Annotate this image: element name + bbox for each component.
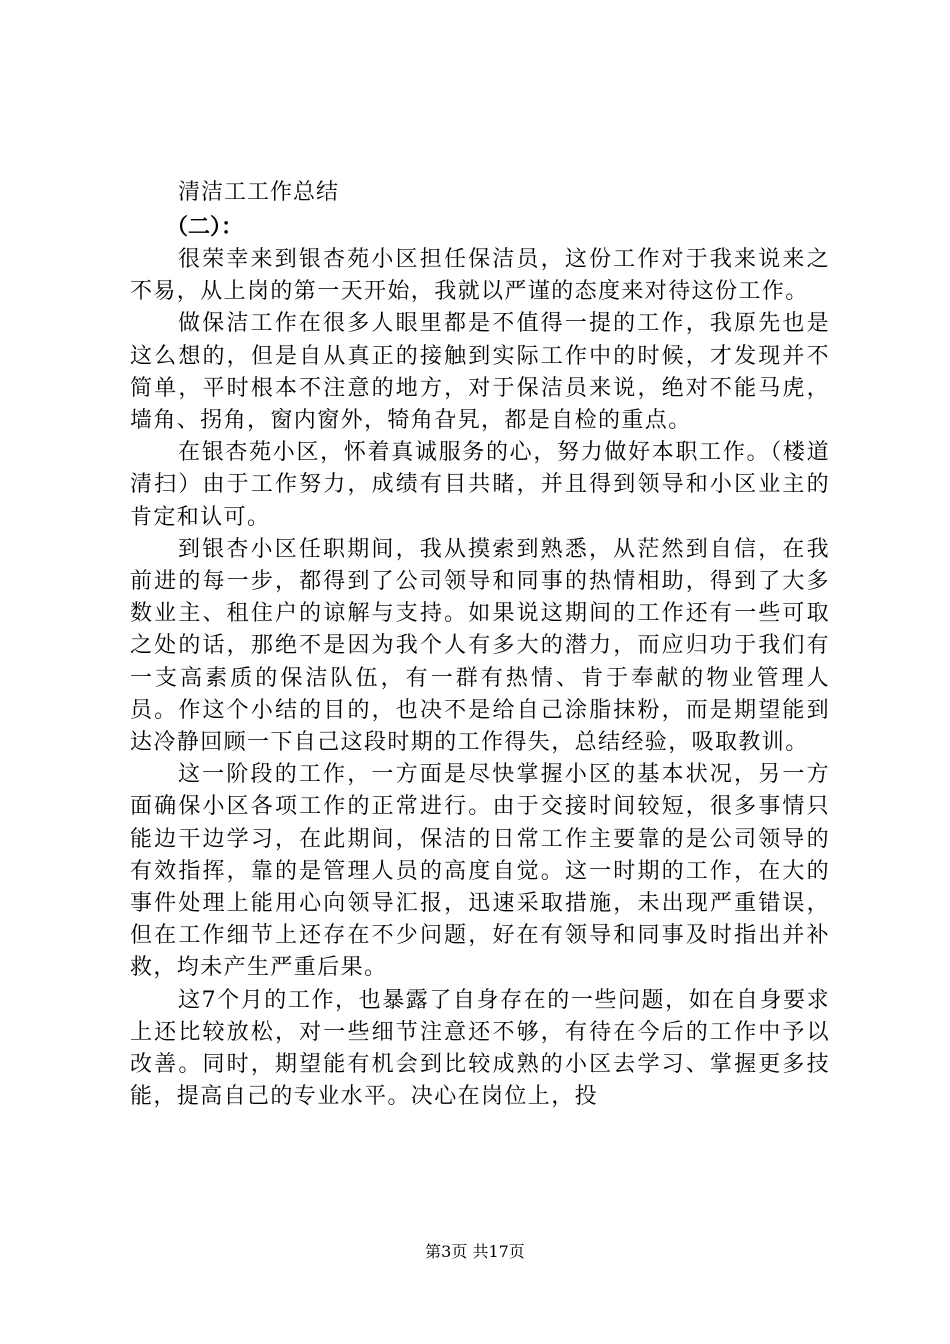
paragraph: 这一阶段的工作，一方面是尽快掌握小区的基本状况，另一方面确保小区各项工作的正常进行。由于交接时间较短，很多事情只能边干边学习，在此期间，保洁的日常工作主要靠的是公司领导的有效指挥，靠的是管理人员的高度自觉。这一时期的工作，在大的事件处理上能用心向领导汇报，迅速采取措施，未出现严重错误，但在工作细节上还存在不少问题，好在有领导和同事及时指出并补救，均未产生严重后果。 — [130, 762, 830, 981]
document-title: 清洁工工作总结 — [178, 180, 340, 205]
paragraph: 在银杏苑小区，怀着真诚服务的心，努力做好本职工作。（楼道清扫）由于工作努力，成绩有目共睹，并且得到领导和小区业主的肯定和认可。 — [130, 440, 830, 530]
paragraph: 很荣幸来到银杏苑小区担任保洁员，这份工作对于我来说来之不易，从上岗的第一天开始，我就以严谨的态度来对待这份工作。 — [130, 247, 830, 305]
paragraph: 做保洁工作在很多人眼里都是不值得一提的工作，我原先也是这么想的，但是自从真正的接触到实际工作中的时候，才发现并不简单，平时根本不注意的地方，对于保洁员来说，绝对不能马虎，墙角、拐角，窗内窗外，犄角旮旯，都是自检的重点。 — [130, 311, 830, 434]
section-label: （二）： — [166, 214, 244, 240]
paragraph: 这7个月的工作，也暴露了自身存在的一些问题，如在自身要求上还比较放松，对一些细节注意还不够，有待在今后的工作中予以改善。同时，期望能有机会到比较成熟的小区去学习、掌握更多技能，提高自己的专业水平。决心在岗位上，投 — [130, 987, 830, 1110]
document-body — [130, 176, 830, 1113]
paragraph: 到银杏小区任职期间，我从摸索到熟悉，从茫然到自信，在我前进的每一步，都得到了公司领导和同事的热情相助，得到了大多数业主、租住户的谅解与支持。如果说这期间的工作还有一些可取之处的话，那绝不是因为我个人有多大的潜力，而应归功于我们有一支高素质的保洁队伍，有一群有热情、肯于奉献的物业管理人员。作这个小结的目的，也决不是给自己涂脂抹粉，而是期望能到达冷静回顾一下自己这段时期的工作得失，总结经验，吸取教训。 — [130, 536, 830, 756]
page-number-footer: 第3页 共17页 — [425, 1242, 525, 1261]
